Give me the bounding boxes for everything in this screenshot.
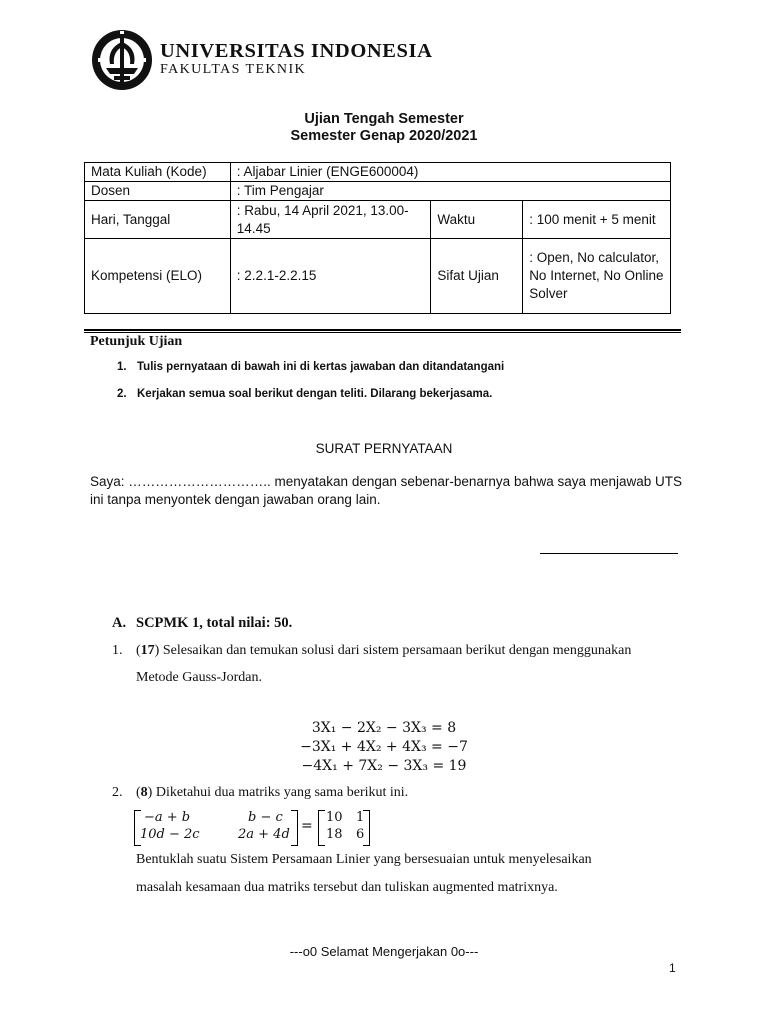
equation-2: −3X₁ + 4X₂ + 4X₃ = −7 — [300, 739, 468, 755]
matrix-b-cell: 6 — [356, 827, 365, 842]
instruction-text: Tulis pernyataan di bawah ini di kertas jawaban dan ditandatangani — [137, 361, 505, 373]
matrix-equals: = — [301, 818, 313, 834]
course-value: : Aljabar Linier (ENGE600004) — [230, 163, 670, 182]
university-name: UNIVERSITAS INDONESIA — [160, 40, 433, 62]
matrix-a-cell: 2a + 4d — [238, 827, 290, 842]
closing-text: ---o0 Selamat Mengerjakan 0o--- — [289, 944, 479, 959]
matrix-a-cell: b − c — [248, 810, 283, 825]
page-number: 1 — [669, 961, 676, 975]
section-title: SCPMK 1, total nilai: 50. — [136, 615, 293, 631]
nature-label: Sifat Ujian — [431, 239, 523, 314]
matrix-b-cell: 1 — [356, 810, 365, 825]
course-label: Mata Kuliah (Kode) — [85, 163, 231, 182]
instruction-number: 2. — [117, 388, 127, 400]
signature-line — [540, 553, 678, 554]
exam-semester: Semester Genap 2020/2021 — [290, 128, 478, 144]
question-2-points: 8 — [140, 785, 148, 800]
statement-title: SURAT PERNYATAAN — [315, 441, 453, 456]
matrix-a-cell: 10d − 2c — [140, 827, 200, 842]
section-label: A. — [112, 615, 127, 631]
competence-value: : 2.2.1-2.2.15 — [230, 239, 431, 314]
question-1-points: 17 — [140, 643, 155, 658]
university-logo — [90, 28, 154, 92]
date-value: : Rabu, 14 April 2021, 13.00-14.45 — [230, 201, 431, 239]
statement-body: Saya: ………………………….. menyatakan dengan sebenar-benarnya bahwa saya menjawab UTS ini tanpa menyontek dengan jawaban orang lain. — [90, 474, 683, 507]
nature-value: : Open, No calculator, No Internet, No Online Solver — [523, 239, 671, 314]
instruction-text: Kerjakan semua soal berikut dengan teliti. Dilarang bekerjasama. — [137, 388, 493, 400]
divider-thin — [84, 332, 681, 333]
matrix-b-cell: 10 — [326, 810, 343, 825]
equation-3: −4X₁ + 7X₂ − 3X₃ = 19 — [301, 758, 467, 774]
matrix-a-cell: −a + b — [144, 810, 191, 825]
question-1-text-line1: (17) Selesaikan dan temukan solusi dari sistem persamaan berikut dengan menggunakan — [136, 643, 632, 658]
matrix-b — [318, 810, 370, 844]
equation-1: 3X₁ − 2X₂ − 3X₃ = 8 — [311, 720, 457, 736]
instruction-number: 1. — [117, 361, 127, 373]
lecturer-value: : Tim Pengajar — [230, 182, 670, 201]
date-label: Hari, Tanggal — [85, 201, 231, 239]
question-1-text-line2: Metode Gauss-Jordan. — [136, 670, 262, 685]
question-2-text-line1: (8) Diketahui dua matriks yang sama berikut ini. — [136, 785, 409, 800]
question-2-text-line2: Bentuklah suatu Sistem Persamaan Linier yang bersesuaian untuk menyelesaikan — [136, 852, 592, 867]
matrix-a — [134, 810, 298, 844]
lecturer-label: Dosen — [85, 182, 231, 201]
faculty-name: FAKULTAS TEKNIK — [160, 62, 307, 77]
matrix-b-cell: 18 — [326, 827, 343, 842]
exam-title: Ujian Tengah Semester — [304, 111, 464, 127]
competence-label: Kompetensi (ELO) — [85, 239, 231, 314]
question-2-text-line3: masalah kesamaan dua matriks tersebut dan tuliskan augmented matrixnya. — [136, 880, 558, 895]
time-value: : 100 menit + 5 menit — [523, 201, 671, 239]
time-label: Waktu — [431, 201, 523, 239]
exam-info-table — [84, 162, 671, 314]
instructions-heading: Petunjuk Ujian — [90, 334, 183, 349]
divider-thick — [84, 329, 681, 331]
